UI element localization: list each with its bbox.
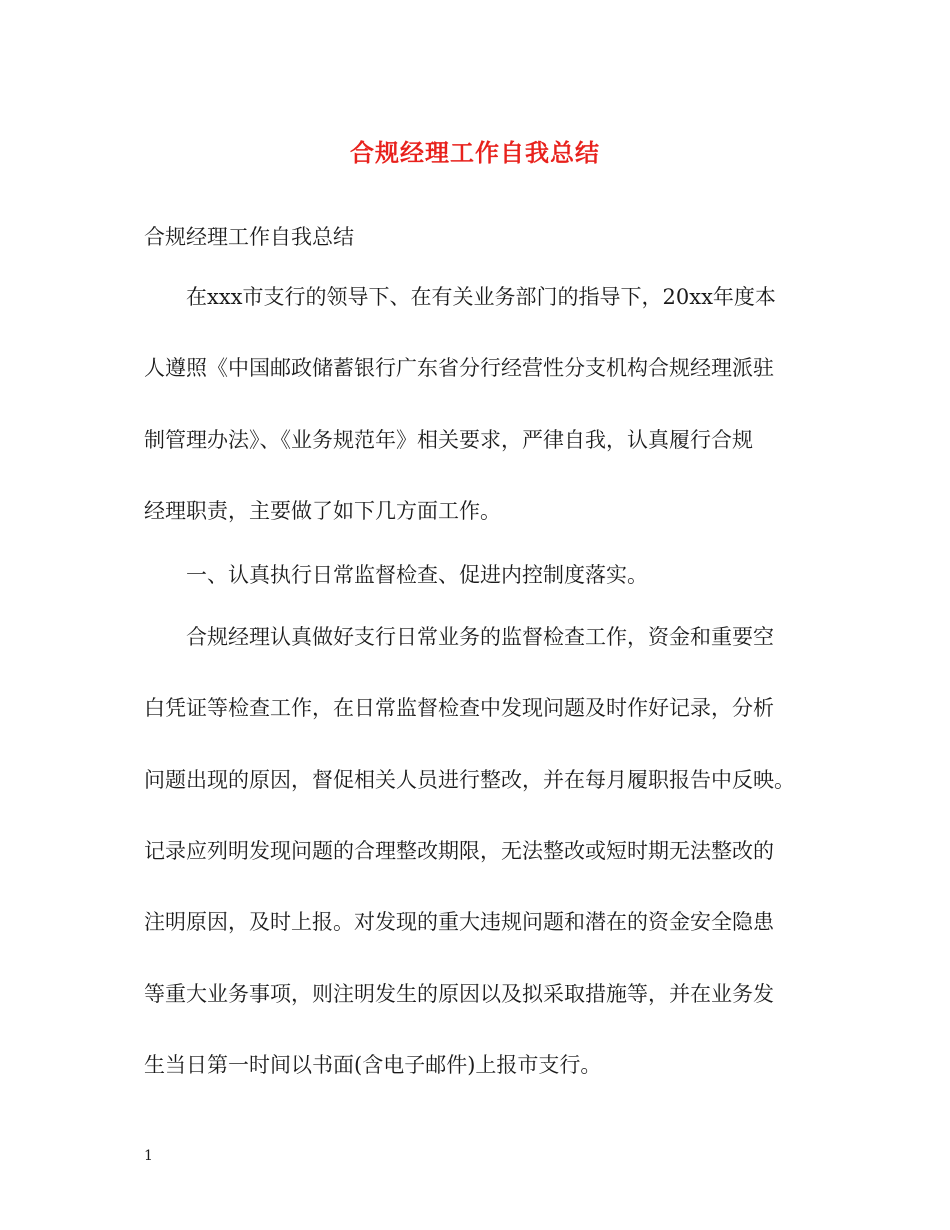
paragraph-line: 合规经理认真做好支行日常业务的监督检查工作，资金和重要空 bbox=[186, 625, 774, 649]
document-title: 合规经理工作自我总结 bbox=[350, 138, 600, 167]
paragraph-line: 生当日第一时间以书面(含电子邮件)上报市支行。 bbox=[144, 1053, 602, 1077]
section-heading: 一、认真执行日常监督检查、促进内控制度落实。 bbox=[186, 563, 648, 587]
paragraph-line: 在xxx市支行的领导下、在有关业务部门的指导下，20xx年度本 bbox=[186, 285, 776, 309]
document-subtitle: 合规经理工作自我总结 bbox=[144, 225, 354, 249]
paragraph-line: 人遵照《中国邮政储蓄银行广东省分行经营性分支机构合规经理派驻 bbox=[144, 356, 774, 380]
paragraph-line: 制管理办法》、《业务规范年》相关要求，严律自我，认真履行合规 bbox=[144, 428, 753, 452]
paragraph-line: 问题出现的原因，督促相关人员进行整改，并在每月履职报告中反映。 bbox=[144, 768, 795, 792]
paragraph-line: 注明原因，及时上报。对发现的重大违规问题和潜在的资金安全隐患 bbox=[144, 910, 774, 934]
paragraph-line: 等重大业务事项，则注明发生的原因以及拟采取措施等，并在业务发 bbox=[144, 982, 774, 1006]
page-number: 1 bbox=[144, 1148, 153, 1164]
paragraph-line: 白凭证等检查工作，在日常监督检查中发现问题及时作好记录，分析 bbox=[144, 696, 774, 720]
paragraph-line: 记录应列明发现问题的合理整改期限，无法整改或短时期无法整改的 bbox=[144, 839, 774, 863]
paragraph-line: 经理职责，主要做了如下几方面工作。 bbox=[144, 499, 501, 523]
